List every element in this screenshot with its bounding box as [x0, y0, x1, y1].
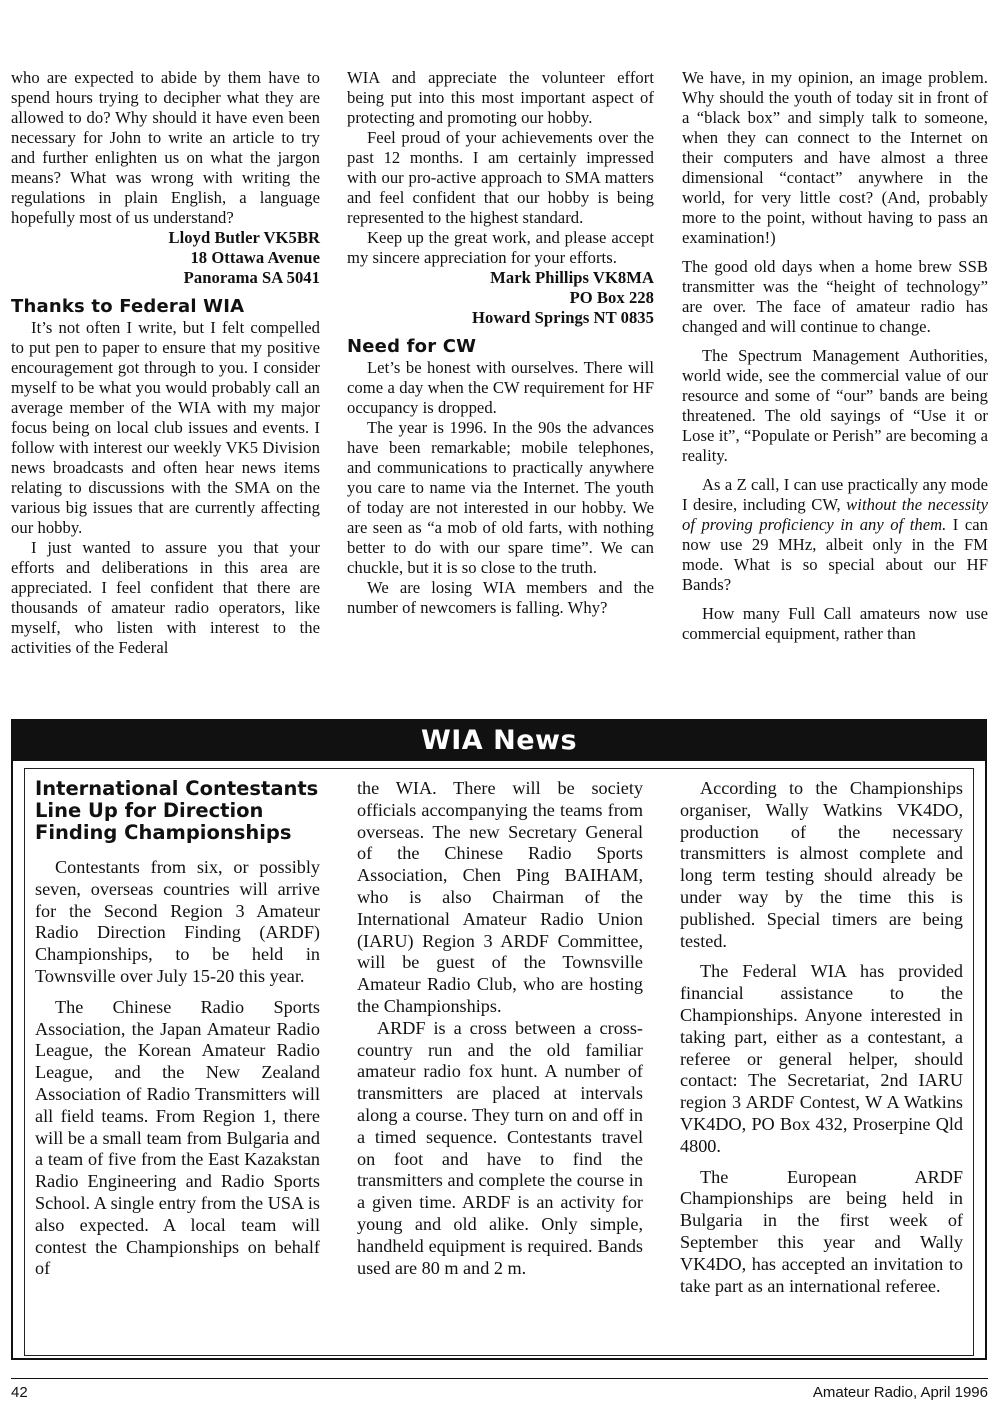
letter-text-run: As a Z call, I can use practically any mode I desire, including CW, — [682, 475, 988, 514]
letter-text-run: I can now use 29 MHz, albeit only in the FM mode. What is so special about our HF Bands? — [682, 515, 988, 594]
letter-text: The Spectrum Management Authorities, world wide, see the commercial value of our resource and some of “our” bands are being threatened. The old sayings of “Use it or Lose it”, “Populate or Perish” are becoming a reality. — [682, 346, 988, 465]
news-text: The Chinese Radio Sports Association, the Japan Amateur Radio League, the Korean Amateur Radio League, and the New Zealand Association of Radio Transmitters will all field teams. From Region 1, there will be a small team from Bulgaria and a team of five from the East Kazakstan Radio Engineering and Radio Sports School. A single entry from the USA is also expected. A local team will contest the Championships on behalf of — [35, 996, 320, 1279]
signature-name: Mark Phillips VK8MA — [490, 268, 654, 287]
news-text: the WIA. There will be society officials accompanying the teams from overseas. The new Secretary General of the Chinese Radio Sports Association, Chen Ping BAIHAM, who is also Chairman of the International Amateur Radio Union (IARU) Region 3 ARDF Committee, will be guest of the Townsville Amateur Radio Club, who are hosting the Championships. — [357, 778, 643, 1016]
news-headline: International Contestants Line Up for Direction Finding Championships — [35, 777, 319, 844]
letter-text: WIA and appreciate the volunteer effort being put into this most important aspect of protecting and promoting our hobby. — [347, 68, 654, 127]
letter-text — [682, 475, 988, 595]
page-number: 42 — [11, 1384, 28, 1401]
letter-signature — [11, 228, 320, 288]
news-text: According to the Championships organiser, Wally Watkins VK4DO, production of the necessary transmitters is almost complete and long term testing should already be under way by the time this is published. Special timers are being tested. — [680, 778, 963, 951]
letters-column-1 — [11, 68, 320, 658]
letter-text: It’s not often I write, but I felt compelled to put pen to paper to ensure that my positive encouragement got through to you. I consider myself to be what you would probably call an average member of the WIA with my major focus being on local club issues and events. I follow with interest our weekly VK5 Division news broadcasts and often hear news items relating to discussions with the SMA on the various big issues that are currently affecting our hobby. — [11, 318, 320, 537]
news-text: The Federal WIA has provided financial assistance to the Championships. Anyone interested in taking part, either as a contestant, a referee or general helper, should contact: The Secretariat, 2nd IARU region 3 ARDF Contest, W A Watkins VK4DO, PO Box 432, Proserpine Qld 4800. — [680, 961, 963, 1156]
letter-text: who are expected to abide by them have to spend hours trying to decipher what they are allowed to do? Why should it have even been necessary for John to write an article to try and further enlighten us on what the jargon means? What was wrong with writing the regulations in plain English, a language hopefully most of us understand? — [11, 68, 320, 227]
signature-locality: Panorama SA 5041 — [183, 268, 320, 287]
news-column-1 — [35, 778, 320, 1280]
letter-text: We have, in my opinion, an image problem. Why should the youth of today sit in front of a “black box” and simply talk to someone, when they can connect to the Internet on their computers and have almost a three dimensional “contact” anywhere in the world, for very little cost? (And, probably more to the point, without having to pass an examination!) — [682, 68, 988, 247]
wia-news-banner: WIA News — [13, 721, 985, 761]
letter-text-emphasis: without the necessity of proving proficiency in any of them. — [682, 495, 988, 534]
letter-signature — [347, 268, 654, 328]
letter-text: We are losing WIA members and the number of newcomers is falling. Why? — [347, 578, 654, 617]
letter-text: I just wanted to assure you that your efforts and deliberations in this area are appreciated. I feel confident that there are thousands of amateur radio operators, like myself, who listen with interest to the activities of the Federal — [11, 538, 320, 657]
news-text: The European ARDF Championships are being held in Bulgaria in the first week of September this year and Wally VK4DO, has accepted an invitation to take part as an international referee. — [680, 1166, 963, 1296]
letter-text: How many Full Call amateurs now use commercial equipment, rather than — [682, 604, 988, 643]
footer-publication: Amateur Radio, April 1996 — [812, 1384, 988, 1401]
signature-name: Lloyd Butler VK5BR — [168, 228, 320, 247]
letters-column-3 — [682, 68, 988, 644]
letter-text: Let’s be honest with ourselves. There will come a day when the CW requirement for HF occupancy is dropped. — [347, 358, 654, 417]
letter-text: Keep up the great work, and please accept my sincere appreciation for your efforts. — [347, 228, 654, 267]
signature-address: 18 Ottawa Avenue — [190, 248, 320, 267]
letters-column-2 — [347, 68, 654, 618]
news-text: Contestants from six, or possibly seven, overseas countries will arrive for the Second Region 3 Amateur Radio Direction Finding (ARDF) Championships, to be held in Townsville over July 15-20 this year. — [35, 857, 320, 986]
letter-heading: Thanks to Federal WIA — [11, 296, 245, 317]
signature-locality: Howard Springs NT 0835 — [472, 308, 654, 327]
news-column-3 — [680, 778, 963, 1297]
signature-address: PO Box 228 — [569, 288, 654, 307]
letter-text: The year is 1996. In the 90s the advances have been remarkable; mobile telephones, and communications to practically anywhere you care to name via the Internet. The youth of today are not interested in our hobby. We are seen as “a mob of old farts, with nothing better to do with our spare time”. We can chuckle, but it is so close to the truth. — [347, 418, 654, 577]
letter-heading: Need for CW — [347, 336, 477, 357]
news-text: ARDF is a cross between a cross-country run and the old familiar amateur radio fox hunt. A number of transmitters are placed at intervals along a course. They turn on and off in a timed sequence. Contestants travel on foot and have to find the transmitters and complete the course in a given time. ARDF is an activity for young and old alike. Only simple, handheld equipment is required. Bands used are 80 m and 2 m. — [357, 1017, 643, 1278]
letter-text: The good old days when a home brew SSB transmitter was the “height of technology” are over. The face of amateur radio has changed and will continue to change. — [682, 257, 988, 336]
letter-text: Feel proud of your achievements over the past 12 months. I am certainly impressed with our pro-active approach to SMA matters and feel confident that our hobby is being represented to the highest standard. — [347, 128, 654, 227]
footer-rule — [11, 1378, 988, 1379]
news-column-2 — [357, 778, 643, 1279]
